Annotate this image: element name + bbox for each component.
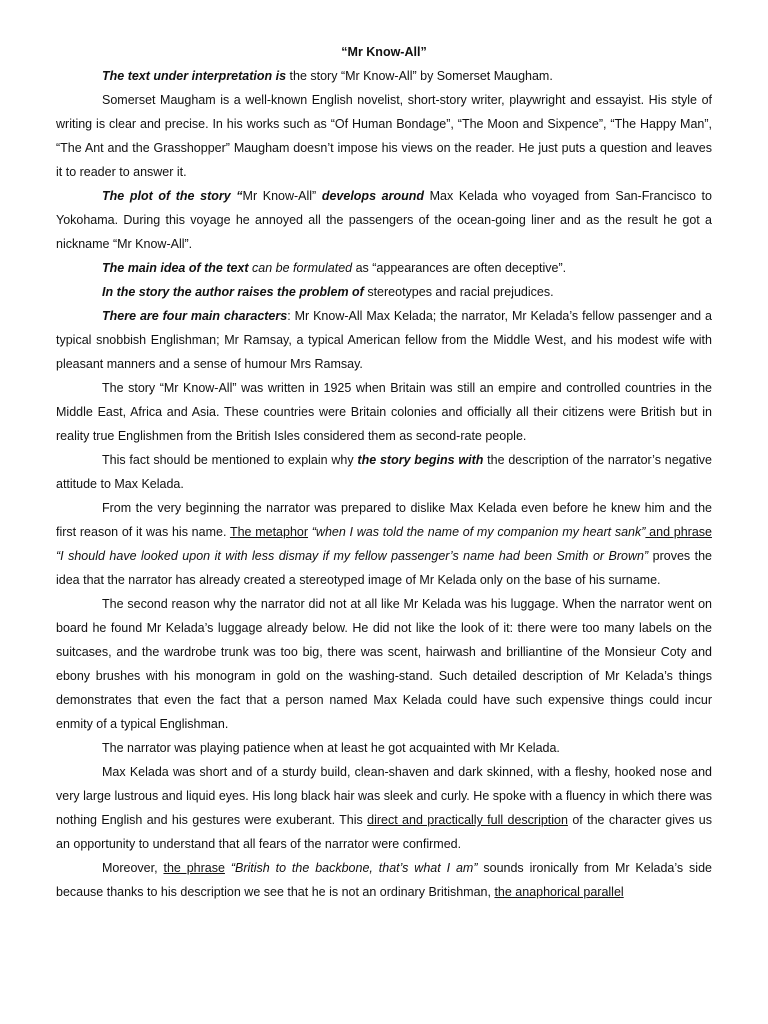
text: proves the idea that the narrator has already created a stereotyped image of Mr Kelada only on the base of his surname. <box>56 549 712 587</box>
document-title: “Mr Know-All” <box>341 45 427 59</box>
text: Moreover, <box>102 861 164 875</box>
quotation: “I should have looked upon it with less dismay if my fellow passenger’s name had been Smith or Brown” <box>56 549 649 563</box>
emphasis: The text under interpretation is <box>102 69 287 83</box>
quotation: “British to the backbone, that’s what I am” <box>224 861 478 875</box>
paragraph-problem <box>56 280 712 304</box>
text: : Mr Know-All Max Kelada; the narrator, Mr Kelada’s fellow passenger and a typical snobbish Englishman; Mr Ramsay, a typical American fellow from the Middle West, and his modest wife with pleasant manners and a sense of humour Mrs Ramsay. <box>56 309 712 371</box>
emphasis: In the story the author raises the problem of <box>102 285 364 299</box>
underlined-term: the anaphorical parallel <box>494 885 624 899</box>
paragraph-luggage-reason: The second reason why the narrator did not at all like Mr Kelada was his luggage. When the narrator went on board he found Mr Kelada’s luggage already below. He did not like the look of it: there were too many labels on the suitcases, and the wardrobe trunk was too big, there was scent, hairwash and brilliantine of the Monsieur Coty and ebony brushes with his monogram in gold on the washing-stand. Such detailed description of Mr Kelada’s things demonstrates that even the fact that a person named Max Kelada could have such expensive things could incur enmity of a typical Englishman. <box>56 597 712 731</box>
text: From the very beginning the narrator was prepared to dislike Max Kelada even before he knew him and the first reason of it was his name. <box>56 501 712 539</box>
emphasis: There are four main characters <box>102 309 288 323</box>
paragraph-historical-context: The story “Mr Know-All” was written in 1925 when Britain was still an empire and controlled countries in the Middle East, Africa and Asia. These countries were Britain colonies and officially all their citizens were British but in reality true Englishmen from the British Isles considered them as second-rate people. <box>56 381 712 443</box>
text: as “appearances are often deceptive”. <box>352 261 567 275</box>
text: Max Kelada was short and of a sturdy build, clean-shaven and dark skinned, with a fleshy, hooked nose and very large lustrous and liquid eyes. His long black hair was sleek and curly. He spoke with a fluency in which there was nothing English and his gestures were exuberant. This <box>56 765 712 827</box>
emphasis: the story begins with <box>357 453 484 467</box>
paragraph-patience: The narrator was playing patience when at least he got acquainted with Mr Kelada. <box>102 741 560 755</box>
text: Max Kelada who voyaged from San-Francisco to Yokohama. During this voyage he annoyed all the passengers of the ocean-going liner and as the result he got a nickname “Mr Know-All”. <box>56 189 712 251</box>
paragraph-irony <box>56 856 712 904</box>
text: This fact should be mentioned to explain why <box>102 453 358 467</box>
underlined-term: and phrase <box>645 525 712 539</box>
emphasis: The plot of the story “ <box>102 189 243 203</box>
paragraph-name-reason <box>56 496 712 592</box>
underlined-term: The metaphor <box>229 525 309 539</box>
text: Mr Know-All” <box>242 189 317 203</box>
text: stereotypes and racial prejudices. <box>363 285 554 299</box>
paragraph-plot <box>56 184 712 256</box>
text: the story “Mr Know-All” by Somerset Maugham. <box>286 69 553 83</box>
italic-text: can be formulated <box>248 261 353 275</box>
paragraph-description <box>56 760 712 856</box>
text: of the character gives us an opportunity to understand that all fears of the narrator were confirmed. <box>56 813 713 851</box>
underlined-term: the phrase <box>163 861 225 875</box>
paragraph-author-style: Somerset Maugham is a well-known English novelist, short-story writer, playwright and essayist. His style of writing is clear and precise. In his works such as “Of Human Bondage”, “The Moon and Sixpence”, “The Happy Man”, “The Ant and the Grasshopper” Maugham doesn’t impose his views on the reader. He just puts a question and leaves it to reader to answer it. <box>56 93 712 179</box>
emphasis: develops around <box>316 189 424 203</box>
paragraph-main-idea <box>56 256 712 280</box>
paragraph-story-beginning <box>56 448 712 496</box>
emphasis: The main idea of the text <box>102 261 249 275</box>
underlined-term: direct and practically full description <box>367 813 568 827</box>
text: the description of the narrator’s negative attitude to Max Kelada. <box>56 453 712 491</box>
quotation: “when I was told the name of my companion my heart sank” <box>308 525 646 539</box>
text: sounds ironically from Mr Kelada’s side because thanks to his description we see that he is not an ordinary Britishman, <box>56 861 712 899</box>
paragraph-characters <box>56 304 712 376</box>
paragraph-text-under-interpretation <box>56 64 712 88</box>
